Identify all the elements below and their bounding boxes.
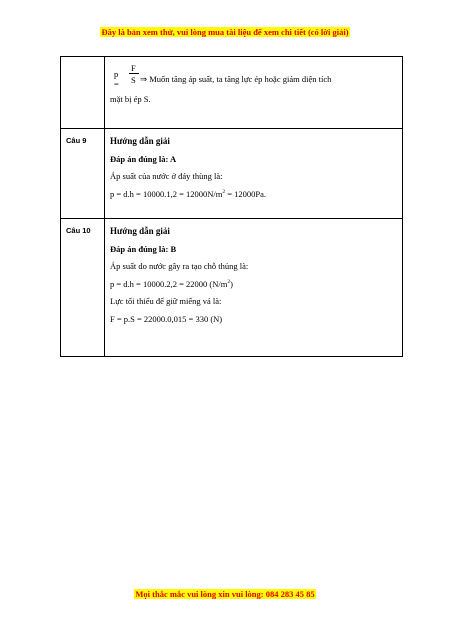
table-row: [61, 57, 403, 129]
question-label-cell: [61, 57, 105, 129]
preview-notice-text: Đây là bản xem thử, vui lòng mua tài liệu để xem chi tiết (có lời giải): [101, 27, 349, 37]
formula-lhs: p =: [114, 69, 119, 89]
answer-cell: [105, 219, 403, 357]
preview-notice-banner: [0, 27, 450, 37]
solution-line: Áp suất của nước ở đáy thùng là:: [110, 171, 223, 181]
conclusion-text-continued: mặt bị ép S.: [110, 94, 151, 104]
correct-answer: Đáp án đúng là: A: [110, 153, 177, 164]
solution-heading: Hướng dẫn giải: [110, 226, 170, 236]
table-row: [61, 129, 403, 219]
answer-cell: [105, 129, 403, 219]
solution-line: F = p.S = 22000.0,015 = 330 (N): [110, 313, 223, 324]
fraction-bar: [129, 73, 139, 74]
question-label-cell: Câu 10: [61, 219, 105, 357]
solution-heading: Hướng dẫn giải: [110, 136, 170, 146]
solution-table: [60, 56, 403, 357]
contact-notice-banner: [0, 589, 450, 599]
solution-line: p = d.h = 10000.2,2 = 22000 $(N/m^2)$: [110, 278, 233, 289]
solution-line: Lực tối thiểu để giữ miếng vá là:: [110, 296, 222, 306]
correct-answer: Đáp án đúng là: B: [110, 243, 177, 254]
question-label-cell: Câu 9: [61, 129, 105, 219]
formula-numerator: F: [131, 63, 136, 73]
formula-denominator: S: [131, 75, 136, 85]
pressure-formula: [110, 61, 397, 87]
contact-notice-text: Mọi thắc mắc vui lòng xin vui lòng: 084 283 45 85: [135, 589, 315, 599]
answer-cell: [105, 57, 403, 129]
solution-line: $p = d.h = 10000.1,2 = 12000N/m^2 = 12000Pa$.: [110, 188, 267, 199]
table-row: [61, 219, 403, 357]
solution-line: Áp suất do nước gây ra tạo chỗ thủng là:: [110, 261, 249, 271]
conclusion-text: ⇒ Muốn tăng áp suất, ta tăng lực ép hoặc giảm diện tích: [140, 74, 332, 84]
